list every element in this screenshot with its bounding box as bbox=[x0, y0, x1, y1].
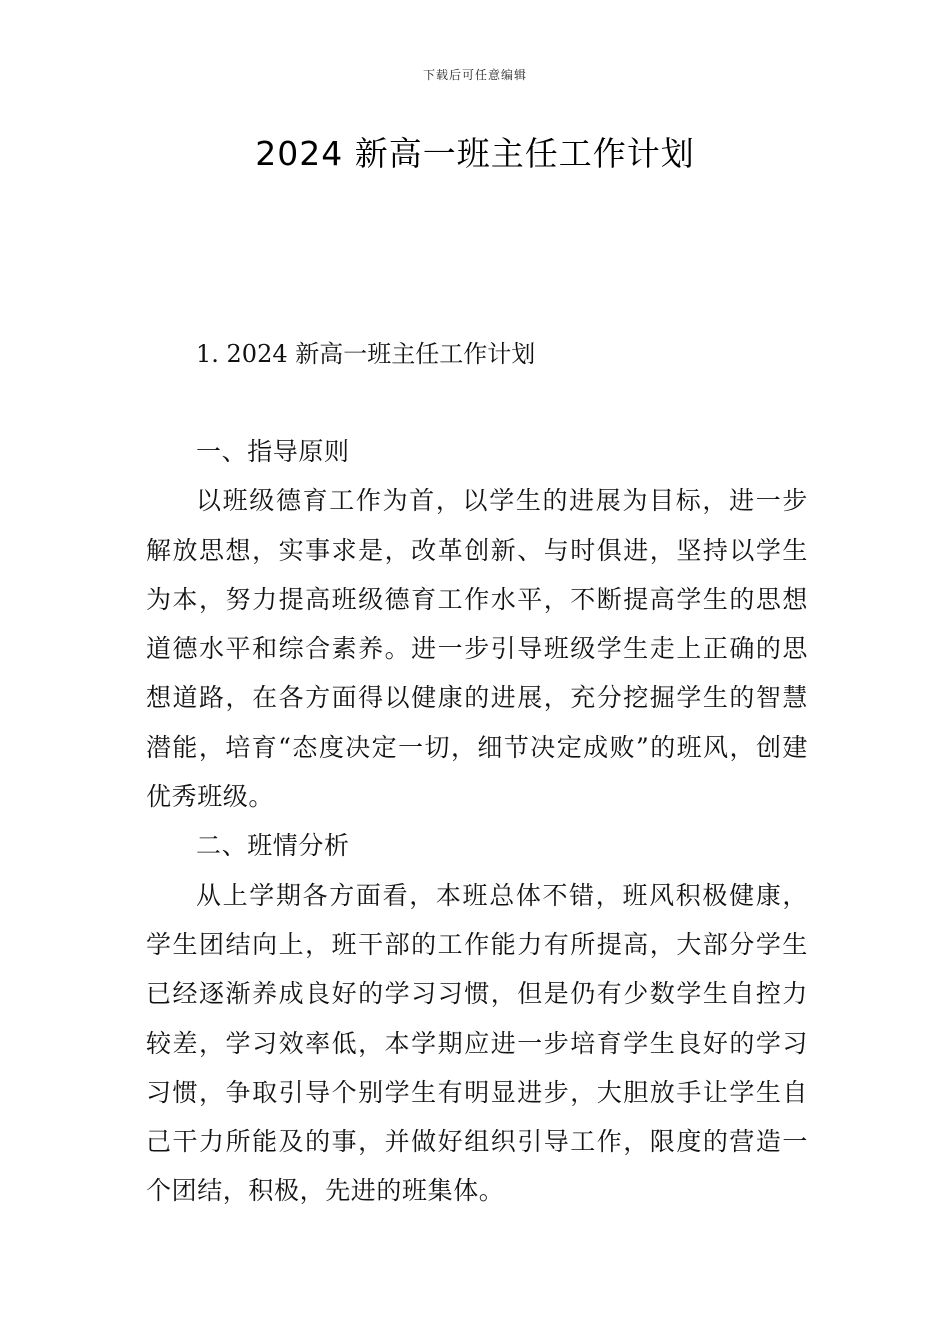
section-heading: 一、指导原则 bbox=[196, 437, 350, 466]
section-paragraph: 从上学期各方面看，本班总体不错，班风积极健康，学生团结向上，班干部的工作能力有所提高，大部分学生已经逐渐养成良好的学习习惯，但是仍有少数学生自控力较差，学习效率低，本学期应进一步培育学生良好的学习习惯，争取引导个别学生有明显进步，大胆放手让学生自己干力所能及的事，并做好组织引导工作，限度的营造一个团结，积极，先进的班集体。 bbox=[146, 880, 808, 1206]
document-body bbox=[146, 427, 808, 1216]
document-title: 2024 新高一班主任工作计划 bbox=[255, 134, 695, 173]
section-heading: 二、班情分析 bbox=[196, 831, 350, 861]
section-paragraph: 以班级德育工作为首，以学生的进展为目标，进一步解放思想，实事求是，改革创新、与时俱进，坚持以学生为本，努力提高班级德育工作水平，不断提高学生的思想道德水平和综合素养。进一步引导班级学生走上正确的思想道路，在各方面得以健康的进展，充分挖掘学生的智慧潜能，培育“态度决定一切，细节决定成败”的班风，创建优秀班级。 bbox=[146, 486, 808, 812]
header-note: 下载后可任意编辑 bbox=[422, 68, 527, 82]
section-subtitle: 1. 2024 新高一班主任工作计划 bbox=[196, 340, 536, 368]
